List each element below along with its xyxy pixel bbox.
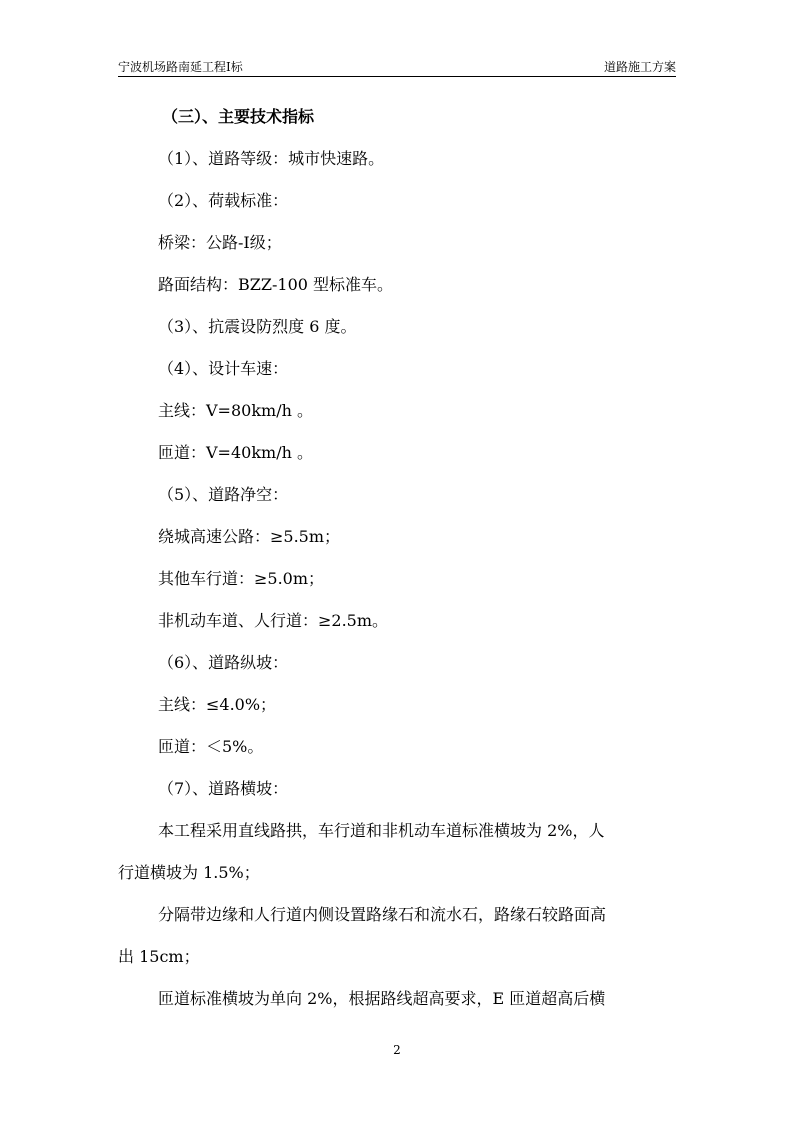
line-nonmotor-clearance: 非机动车道、人行道：≥2.5m。 bbox=[158, 611, 389, 630]
line-pavement-structure: 路面结构：BZZ-100 型标准车。 bbox=[158, 275, 394, 294]
line-load-standard: （2）、荷载标准： bbox=[158, 191, 289, 210]
paragraph-curb-second-line: 出 15cm； bbox=[118, 947, 200, 966]
line-cross-slope: （7）、道路横坡： bbox=[158, 779, 289, 798]
paragraph-curb-first-line: 分隔带边缘和人行道内侧设置路缘石和流水石，路缘石较路面高 bbox=[158, 905, 607, 924]
line-mainline-slope: 主线：≤4.0%； bbox=[158, 695, 277, 714]
page-number: 2 bbox=[393, 1043, 401, 1057]
line-longitudinal-slope: （6）、道路纵坡： bbox=[158, 653, 289, 672]
line-seismic-intensity: （3）、抗震设防烈度 6 度。 bbox=[158, 317, 357, 336]
line-clearance: （5）、道路净空： bbox=[158, 485, 289, 504]
line-bridge-load: 桥梁：公路-I级； bbox=[158, 233, 282, 252]
line-design-speed: （4）、设计车速： bbox=[158, 359, 289, 378]
paragraph-ramp-slope-first-line: 匝道标准横坡为单向 2%，根据路线超高要求，E 匝道超高后横 bbox=[158, 989, 606, 1008]
line-ramp-speed: 匝道：V=40km/h 。 bbox=[158, 443, 313, 462]
paragraph-crown-first-line: 本工程采用直线路拱，车行道和非机动车道标准横坡为 2%，人 bbox=[158, 821, 605, 840]
header-document-title: 道路施工方案 bbox=[603, 60, 676, 74]
paragraph-crown-second-line: 行道横坡为 1.5%； bbox=[118, 863, 260, 882]
line-other-lane-clearance: 其他车行道：≥5.0m； bbox=[158, 569, 325, 588]
header-project-name: 宁波机场路南延工程Ⅰ标 bbox=[118, 60, 243, 74]
section-title: （三）、主要技术指标 bbox=[162, 107, 315, 126]
line-ramp-slope: 匝道：＜5%。 bbox=[158, 737, 264, 756]
line-expressway-clearance: 绕城高速公路：≥5.5m； bbox=[158, 527, 341, 546]
line-road-grade: （1）、道路等级：城市快速路。 bbox=[158, 149, 385, 168]
page-header bbox=[118, 56, 676, 77]
line-mainline-speed: 主线：V=80km/h 。 bbox=[158, 401, 313, 420]
